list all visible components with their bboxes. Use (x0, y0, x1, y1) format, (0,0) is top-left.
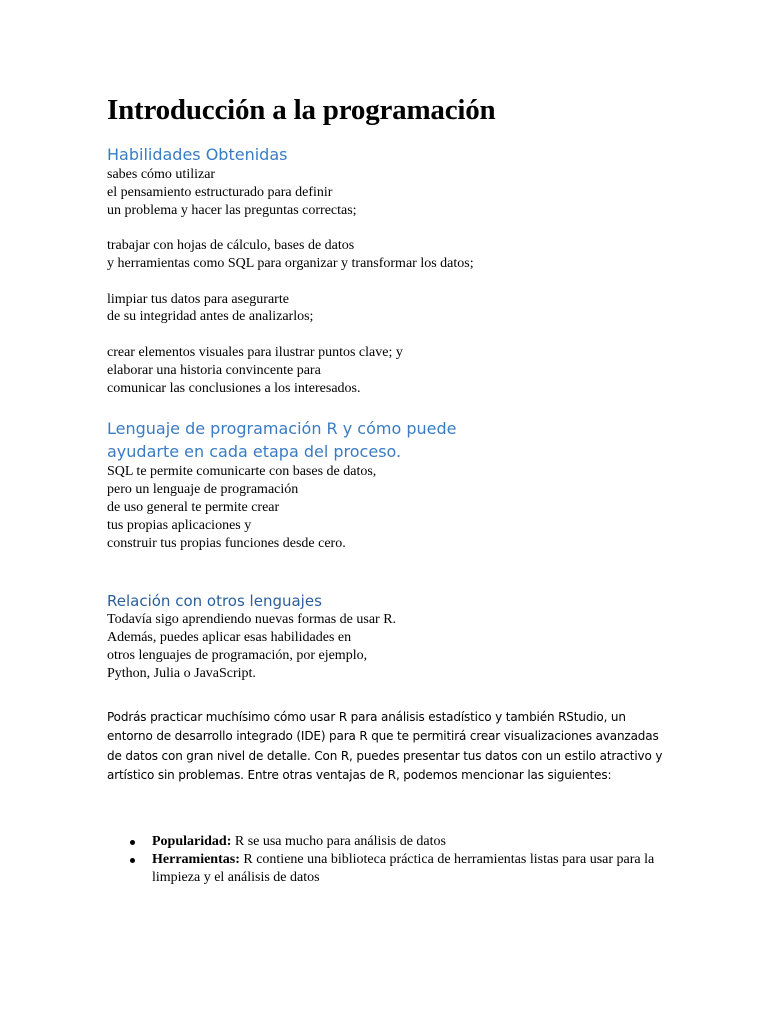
section-spacer (107, 552, 687, 591)
section-heading-r-language (107, 417, 687, 463)
paragraph (107, 166, 687, 219)
text-line: elaborar una historia convincente para (107, 362, 321, 378)
text-line: tus propias aplicaciones y (107, 517, 252, 533)
text-line: el pensamiento estructurado para definir (107, 184, 333, 200)
text-line: de su integridad antes de analizarlos; (107, 309, 314, 325)
text-line: Python, Julia o JavaScript. (107, 665, 256, 681)
section-spacer (107, 786, 687, 833)
text-line: Además, puedes aplicar esas habilidades en (107, 630, 352, 646)
section-spacer (107, 683, 687, 708)
text-line: de uso general te permite crear (107, 499, 280, 515)
list-item (107, 851, 667, 887)
paragraph (107, 237, 687, 273)
paragraph (107, 344, 687, 397)
list-item-term: Herramientas: (152, 851, 240, 867)
text-line: otros lenguajes de programación, por ejemplo, (107, 647, 368, 663)
section-heading-skills: Habilidades Obtenidas (107, 145, 288, 164)
heading-line: ayudarte en cada etapa del proceso. (107, 442, 402, 462)
list-item-term: Popularidad: (152, 833, 232, 849)
section-spacer (107, 397, 687, 417)
paragraph (107, 463, 687, 552)
text-line: y herramientas como SQL para organizar y transformar los datos; (107, 255, 474, 271)
paragraph-gap (107, 326, 687, 344)
list-item-text: R contiene una biblioteca práctica de herramientas listas para usar para la limpieza y el análisis de datos (152, 851, 655, 885)
section-heading-other-languages: Relación con otros lenguajes (107, 592, 322, 611)
text-line: Todavía sigo aprendiendo nuevas formas de usar R. (107, 612, 397, 628)
text-line: limpiar tus datos para asegurarte (107, 291, 289, 307)
list-item-text: R se usa mucho para análisis de datos (234, 833, 446, 849)
paragraph-gap (107, 219, 687, 237)
document-content (107, 90, 687, 887)
paragraph (107, 611, 687, 682)
text-line: sabes cómo utilizar (107, 167, 216, 182)
bullet-icon (130, 858, 135, 863)
note-paragraph: Podrás practicar muchísimo cómo usar R para análisis estadístico y también RStudio, un entorno de desarrollo integrado (IDE) para R que te permitirá crear visualizaciones avanzadas de datos con gran nivel de detalle. Con R, puedes presentar tus datos con un estilo atractivo y artístico sin problemas. Entre otras ventajas de R, podemos mencionar las siguientes: (107, 709, 663, 783)
list-item (107, 833, 667, 851)
text-line: pero un lenguaje de programación (107, 482, 299, 498)
text-line: construir tus propias funciones desde cero. (107, 535, 346, 551)
bullet-icon (130, 840, 135, 845)
text-line: trabajar con hojas de cálculo, bases de datos (107, 238, 355, 254)
paragraph-gap (107, 273, 687, 291)
heading-line: Lenguaje de programación R y cómo puede (107, 419, 457, 439)
advantages-list (107, 833, 687, 887)
text-line: SQL te permite comunicarte con bases de datos, (107, 464, 377, 480)
text-line: crear elementos visuales para ilustrar puntos clave; y (107, 344, 403, 360)
text-line: un problema y hacer las preguntas correctas; (107, 202, 357, 218)
document-title: Introducción a la programación (107, 94, 496, 126)
paragraph (107, 291, 687, 327)
text-line: comunicar las conclusiones a los interesados. (107, 380, 361, 396)
